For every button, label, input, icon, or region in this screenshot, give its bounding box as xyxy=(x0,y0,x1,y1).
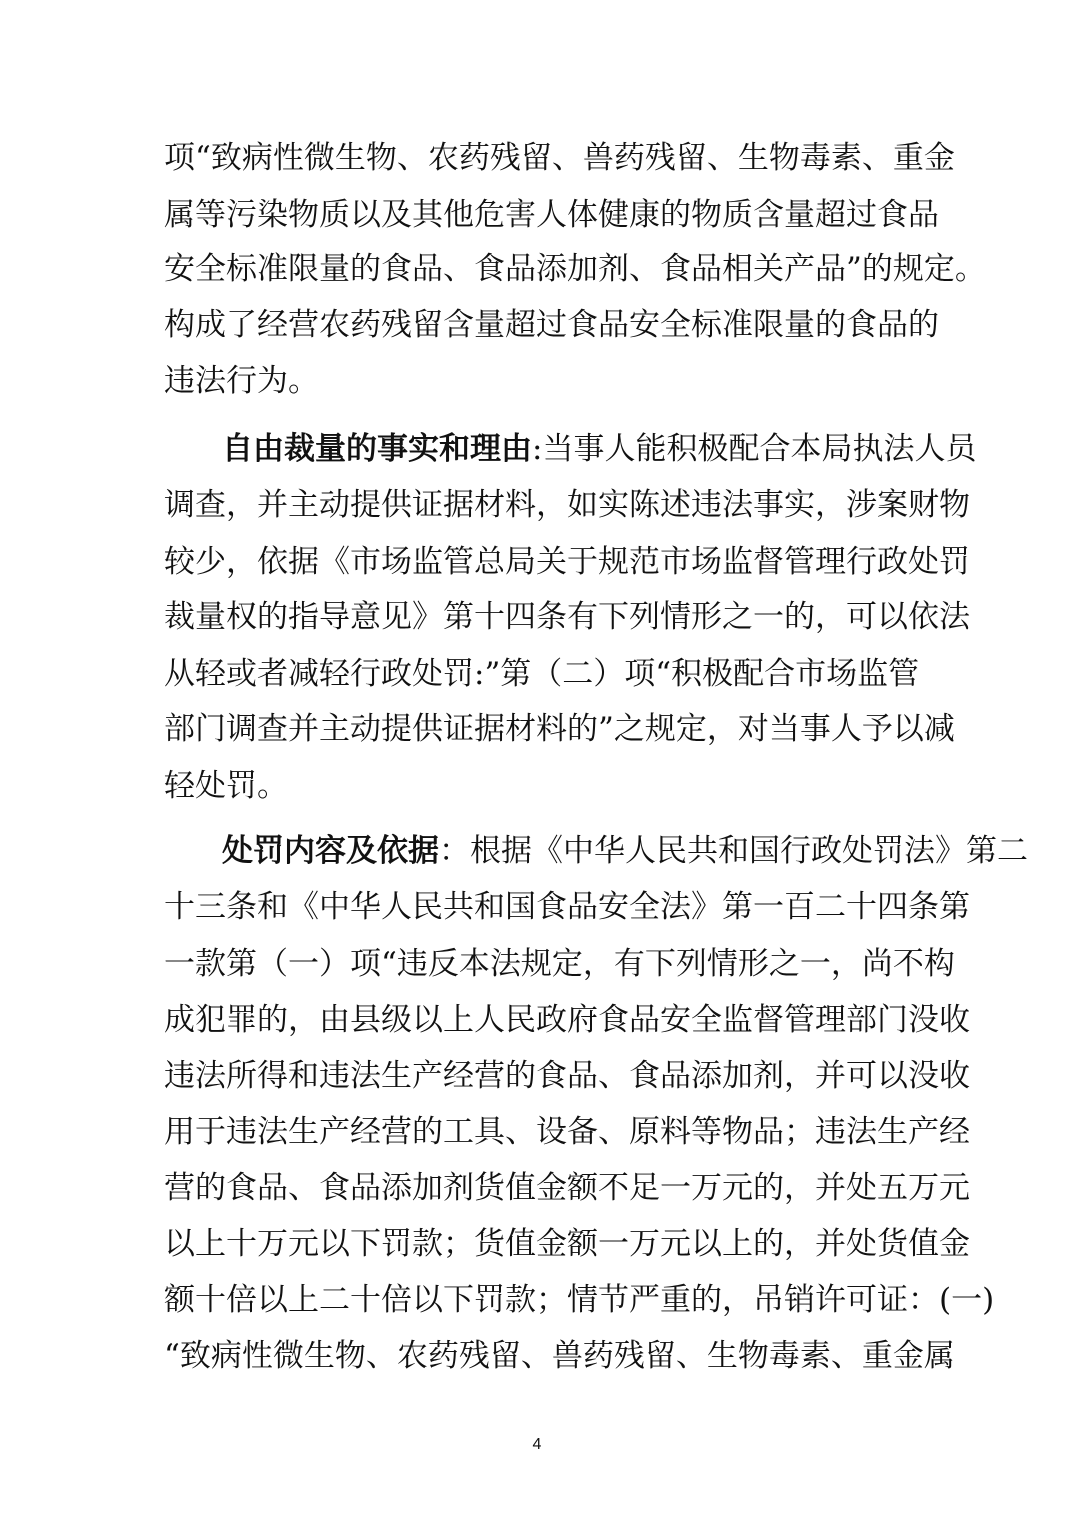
text-line: 安全标准限量的食品、食品添加剂、食品相关产品”的规定。 xyxy=(164,251,986,287)
text-line: 违法行为。 xyxy=(164,363,319,399)
text-line: 构成了经营农药残留含量超过食品安全标准限量的食品的 xyxy=(164,307,939,343)
text-line: 十三条和《中华人民共和国食品安全法》第一百二十四条第 xyxy=(164,889,970,925)
text-line: 调查，并主动提供证据材料，如实陈述违法事实，涉案财物 xyxy=(164,487,970,523)
text-line: 营的食品、食品添加剂货值金额不足一万元的，并处五万元 xyxy=(164,1170,970,1206)
text-line: 以上十万元以下罚款；货值金额一万元以上的，并处货值金 xyxy=(164,1226,970,1262)
page-number: 4 xyxy=(532,1436,542,1453)
text-line: 项“致病性微生物、农药残留、兽药残留、生物毒素、重金 xyxy=(164,140,955,176)
discretion-heading: 自由裁量的事实和理由 xyxy=(222,431,532,467)
penalty-first-text: ：根据《中华人民共和国行政处罚法》第二 xyxy=(439,833,1028,869)
text-line: 裁量权的指导意见》第十四条有下列情形之一的，可以依法 xyxy=(164,599,970,635)
penalty-first-line xyxy=(222,826,1028,876)
text-line: 从轻或者减轻行政处罚:”第（二）项“积极配合市场监管 xyxy=(164,656,920,692)
text-line: 轻处罚。 xyxy=(164,768,288,804)
text-line: 成犯罪的，由县级以上人民政府食品安全监督管理部门没收 xyxy=(164,1002,970,1038)
text-line: 一款第（一）项“违反本法规定，有下列情形之一，尚不构 xyxy=(164,946,955,982)
text-line: 违法所得和违法生产经营的食品、食品添加剂，并可以没收 xyxy=(164,1058,970,1094)
penalty-heading: 处罚内容及依据 xyxy=(222,833,439,869)
text-line: 额十倍以上二十倍以下罚款；情节严重的，吊销许可证：(一) xyxy=(164,1282,995,1318)
text-line: 部门调查并主动提供证据材料的”之规定，对当事人予以减 xyxy=(164,711,955,747)
text-line: “致病性微生物、农药残留、兽药残留、生物毒素、重金属 xyxy=(164,1338,955,1374)
discretion-first-text: :当事人能积极配合本局执法人员 xyxy=(532,431,977,467)
discretion-first-line xyxy=(222,424,977,474)
text-line: 属等污染物质以及其他危害人体健康的物质含量超过食品 xyxy=(164,197,939,233)
text-line: 较少，依据《市场监管总局关于规范市场监督管理行政处罚 xyxy=(164,544,970,580)
text-line: 用于违法生产经营的工具、设备、原料等物品；违法生产经 xyxy=(164,1114,970,1150)
